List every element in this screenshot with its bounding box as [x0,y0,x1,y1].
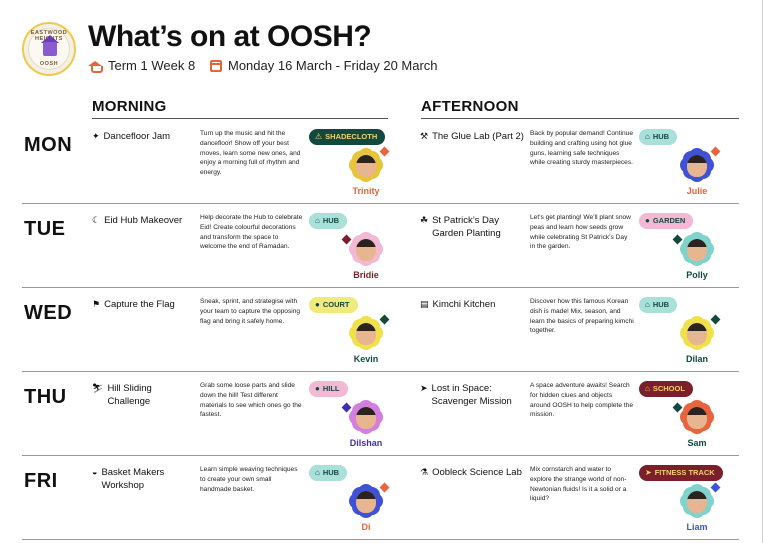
date-range [210,58,438,73]
staff-photo [356,239,376,261]
location-label: HILL [322,384,340,393]
activity-title-text: Oobleck Science Lab [432,467,522,478]
activity-title-text: Eid Hub Makeover [104,215,183,226]
activity-title [92,466,192,492]
staff-name: Polly [686,270,708,280]
globe-icon: ● [315,384,320,393]
staff-avatar [329,314,399,370]
activity-title [92,382,192,408]
ball-icon: ● [315,300,320,309]
morning-heading: MORNING [92,98,167,115]
staff-avatar [660,482,730,538]
runner-icon: ➤ [645,468,652,477]
tools-icon: ⚒ [420,131,429,141]
activity-description: Mix cornstarch and water to explore the strange world of non-Newtonian fluids! Is it a solid or a liquid? [530,466,627,503]
location-label: HUB [652,132,670,141]
activity-title [420,214,524,240]
staff-avatar [660,314,730,370]
activity-title-text: St Patrick’s Day Garden Planting [432,215,501,239]
staff-avatar [329,398,399,454]
staff-name: Di [361,522,371,532]
activity-title-text: The Glue Lab (Part 2) [432,131,524,142]
moon-icon: ☾ [92,215,101,225]
row-divider [22,539,739,540]
date-text: Monday 16 March - Friday 20 March [228,58,438,73]
activity-description: Discover how this famous Korean dish is made! Mix, season, and learn the basics of preparing kimchi together. [530,298,634,335]
morning-divider [92,118,388,119]
day-row-fri [22,456,740,540]
staff-photo [687,323,707,345]
location-label: HUB [652,300,670,309]
activity-title-text: Hill Sliding Challenge [107,383,152,407]
day-row-mon [22,120,740,204]
location-label: SHADECLOTH [325,132,378,141]
activity-title [420,298,524,311]
location-badge [639,129,677,145]
activity-title-text: Basket Makers Workshop [101,467,165,491]
term-text: Term 1 Week 8 [108,58,196,73]
afternoon-divider [421,118,739,119]
activity-title-text: Capture the Flag [104,299,175,310]
staff-photo [356,323,376,345]
rocket-icon: ➤ [420,383,428,393]
page-title: What’s on at OOSH? [88,20,372,53]
activity-title [92,298,192,311]
activity-description: A space adventure awaits! Search for hidden clues and objects around OOSH to help complete the mission. [530,382,633,419]
logo-bottom-text: OOSH [39,61,59,67]
staff-photo [687,239,707,261]
staff-avatar [660,230,730,286]
day-row-tue [22,204,740,288]
warning-icon: ⚠ [315,132,323,141]
flag-icon: ⚑ [92,299,101,309]
location-label: FITNESS TRACK [654,468,715,477]
disco-ball-icon: ✦ [92,131,100,141]
staff-avatar [660,398,730,454]
staff-photo [687,491,707,513]
staff-photo [687,155,707,177]
activity-description: Sneak, sprint, and strategise with your team to capture the opposing flag and bring it safely home. [200,298,301,325]
staff-name: Liam [686,522,708,532]
calendar-icon [210,60,222,72]
skier-icon: ⛷ [92,383,104,393]
house-icon: ⌂ [645,300,650,309]
day-label: WED [24,302,73,324]
staff-name: Trinity [352,186,380,196]
activity-title-text: Dancefloor Jam [103,131,171,142]
activity-description: Back by popular demand! Continue building and crafting using hot glue guns, learning safe techniques while creating sturdy masterpieces. [530,130,634,167]
globe-icon: ● [645,216,650,225]
staff-avatar [329,230,399,286]
day-label: FRI [24,470,58,492]
activity-description: Turn up the music and hit the dancefloor! Show off your best moves, learn some new ones, and enjoy a morning full of rhythm and energy. [200,130,301,177]
staff-avatar [329,146,399,202]
location-badge [309,465,347,481]
activity-description: Learn simple weaving techniques to create your own small handmade basket. [200,466,298,493]
staff-name: Dilshan [349,438,383,448]
house-icon: ⌂ [315,216,320,225]
location-badge [309,129,385,145]
activity-description: Grab some loose parts and slide down the hill! Test different materials to see which ones go the fastest. [200,382,302,419]
location-label: COURT [322,300,350,309]
afternoon-heading: AFTERNOON [421,98,519,115]
location-badge [639,465,723,481]
staff-photo [356,407,376,429]
basket-icon: ◒ [92,467,98,477]
graduation-cap-icon [88,60,102,72]
school-icon: ⌂ [645,384,650,393]
staff-avatar [329,482,399,538]
house-icon [43,42,57,56]
location-badge [309,297,358,313]
location-badge [639,381,693,397]
term-info [88,58,195,73]
activity-title [420,466,524,479]
day-label: TUE [24,218,66,240]
staff-avatar [660,146,730,202]
location-badge [309,213,347,229]
activity-title-text: Kimchi Kitchen [432,299,496,310]
location-label: SCHOOL [652,384,685,393]
staff-name: Dilan [685,354,708,364]
location-badge [639,213,693,229]
day-label: THU [24,386,67,408]
activity-description: Let’s get planting! We’ll plant snow peas and learn how seeds grow while celebrating St Patrick’s Day in the garden. [530,214,631,251]
location-badge [309,381,348,397]
staff-name: Bridie [353,270,379,280]
activity-title-text: Lost in Space: Scavenger Mission [431,383,512,407]
activity-title [420,130,524,143]
oosh-logo [22,22,76,76]
location-label: HUB [322,468,340,477]
activity-description: Help decorate the Hub to celebrate Eid! Create colourful decorations and transform the space to welcome the end of Ramadan. [200,214,303,251]
staff-photo [356,491,376,513]
activity-title [92,130,192,143]
activity-title [420,382,524,408]
location-label: GARDEN [652,216,686,225]
location-label: HUB [322,216,340,225]
house-icon: ⌂ [315,468,320,477]
activity-title [92,214,192,227]
staff-photo [356,155,376,177]
day-label: MON [24,134,73,156]
page-edge [762,0,763,543]
location-badge [639,297,677,313]
day-row-thu [22,372,740,456]
staff-name: Kevin [353,354,379,364]
test-tube-icon: ⚗ [420,467,429,477]
house-icon: ⌂ [645,132,650,141]
logo-top-text: EASTWOOD HEIGHTS [30,30,68,42]
staff-photo [687,407,707,429]
staff-name: Julie [686,186,708,196]
staff-name: Sam [687,438,707,448]
book-icon: ▤ [420,299,429,309]
day-row-wed [22,288,740,372]
sprout-icon: ☘ [420,215,429,225]
